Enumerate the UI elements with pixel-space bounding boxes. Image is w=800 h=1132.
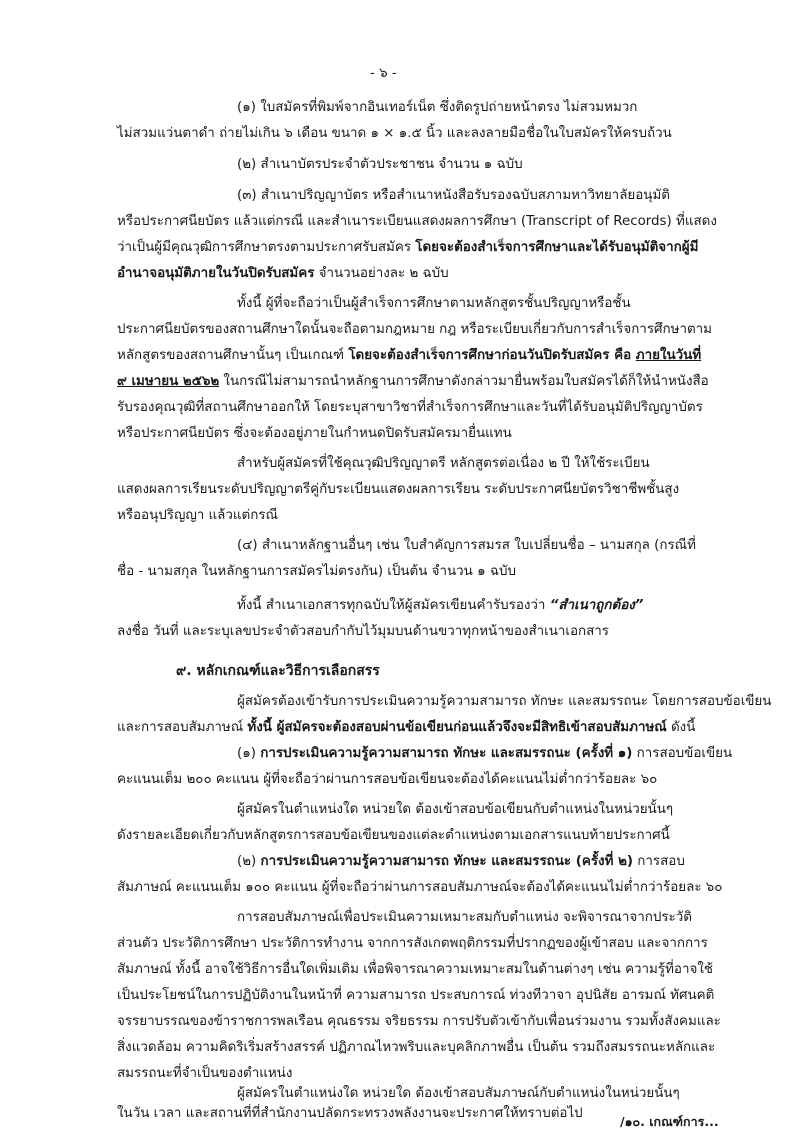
item-4-line-2: ชื่อ - นามสกุล ในหลักฐานการสมัครไม่ตรงกัน) เป็นต้น จำนวน ๑ ฉบับ: [117, 564, 516, 579]
eval-2-number: (๒): [237, 854, 261, 869]
note-1-text: หลักสูตรของสถานศึกษานั้นๆ เป็นเกณฑ์: [117, 348, 349, 363]
interview-unit-line-1: ผู้สมัครในตำแหน่งใด หน่วยใด ต้องเข้าสอบสัมภาษณ์กับตำแหน่งในหน่วยนั้นๆ: [237, 1086, 680, 1101]
note-1-deadline-date: ๙ เมษายน ๒๕๖๒: [117, 374, 220, 389]
certify-line-1: [237, 596, 643, 615]
note-1-line-1: ทั้งนี้ ผู้ที่จะถือว่าเป็นผู้สำเร็จการศึกษาตามหลักสูตรชั้นปริญญาหรือชั้น: [237, 296, 631, 311]
certify-text: ทั้งนี้ สำเนาเอกสารทุกฉบับให้ผู้สมัครเขียนคำรับรองว่า: [237, 598, 550, 613]
item-3-line-3: [117, 238, 698, 257]
interview-line-3: สัมภาษณ์ ทั้งนี้ อาจใช้วิธีการอื่นใดเพิ่มเติม เพื่อพิจารณาความเหมาะสมในด้านต่างๆ เช่น ความรู้ที่อาจใช้: [117, 962, 713, 977]
page-number: - ๖ -: [370, 66, 397, 81]
item-2-line-1: (๒) สำเนาบัตรประจำตัวประชาชน จำนวน ๑ ฉบับ: [237, 157, 523, 172]
eval-1-line-4: ดังรายละเอียดเกี่ยวกับหลักสูตรการสอบข้อเขียนของแต่ละตำแหน่งตามเอกสารแนบท้ายประกาศนี้: [117, 828, 670, 843]
item-3-line-2: หรือประกาศนียบัตร แล้วแต่กรณี และสำเนาระเบียนแสดงผลการศึกษา (Transcript of Records) ที่แสดง: [117, 214, 717, 229]
interview-line-4: เป็นประโยชน์ในการปฏิบัติงานในหน้าที่ ความสามารถ ประสบการณ์ ท่วงทีวาจา อุปนิสัย อารมณ์ ทัศนคติ: [117, 988, 715, 1003]
eval-2-text: การสอบ: [633, 854, 685, 869]
interview-line-5: จรรยาบรรณของข้าราชการพลเรือน คุณธรรม จริยธรรม การปรับตัวเข้ากับเพื่อนร่วมงาน รวมทั้งสังคมและ: [117, 1014, 721, 1029]
item-3-bold-text: โดยจะต้องสำเร็จการศึกษาและได้รับอนุมัติจากผู้มี: [415, 240, 699, 255]
s9-intro-line-1: ผู้สมัครต้องเข้ารับการประเมินความรู้ความสามารถ ทักษะ และสมรรถนะ โดยการสอบข้อเขียน: [237, 694, 772, 709]
eval-1-title: การประเมินความรู้ความสามารถ ทักษะ และสมรรถนะ (ครั้งที่ ๑): [260, 746, 633, 761]
s9-intro-text: และการสอบสัมภาษณ์: [117, 720, 248, 735]
s9-intro-text-2: ดังนี้: [666, 720, 696, 735]
note-1-text-2: ในกรณีไม่สามารถนำหลักฐานการศึกษาดังกล่าวมายื่นพร้อมใบสมัครได้ก็ให้นำหนังสือ: [219, 374, 709, 389]
item-3-text: ว่าเป็นผู้มีคุณวุฒิการศึกษาตรงตามประกาศรับสมัคร: [117, 240, 416, 255]
note-1-bold-text: โดยจะต้องสำเร็จการศึกษาก่อนวันปิดรับสมัคร คือ: [348, 348, 636, 363]
item-3-text-2: จำนวนอย่างละ ๒ ฉบับ: [314, 266, 449, 281]
interview-line-1: การสอบสัมภาษณ์เพื่อประเมินความเหมาะสมกับตำแหน่ง จะพิจารณาจากประวัติ: [237, 910, 692, 925]
note-1-line-2: ประกาศนียบัตรของสถานศึกษาใดนั้นจะถือตามกฎหมาย กฎ หรือระเบียบเกี่ยวกับการสำเร็จการศึกษาตาม: [117, 322, 713, 337]
item-3-bold-text-2: อำนาจอนุมัติภายในวันปิดรับสมัคร: [117, 266, 315, 281]
eval-1-text: การสอบข้อเขียน: [632, 746, 733, 761]
note-2-line-2: แสดงผลการเรียนระดับปริญญาตรีคู่กับระเบียนแสดงผลการเรียน ระดับประกาศนียบัตรวิชาชีพชั้นสูง: [117, 482, 680, 497]
eval-1-line-1: [237, 744, 732, 763]
eval-2-title: การประเมินความรู้ความสามารถ ทักษะ และสมรรถนะ (ครั้งที่ ๒): [260, 854, 634, 869]
note-2-line-3: หรืออนุปริญญา แล้วแต่กรณี: [117, 508, 278, 523]
eval-2-line-2: สัมภาษณ์ คะแนนเต็ม ๑๐๐ คะแนน ผู้ที่จะถือว่าผ่านการสอบสัมภาษณ์จะต้องได้คะแนนไม่ต่ำกว่าร้อยละ ๖๐: [117, 880, 723, 895]
note-1-line-5: รับรองคุณวุฒิที่สถานศึกษาออกให้ โดยระบุสาขาวิชาที่สำเร็จการศึกษาและวันที่ได้รับอนุมัติปริญญาบัตร: [117, 400, 703, 415]
item-3-line-1: (๓) สำเนาปริญญาบัตร หรือสำเนาหนังสือรับรองฉบับสภามหาวิทยาลัยอนุมัติ: [237, 188, 670, 203]
note-1-line-3: [117, 346, 701, 365]
s9-intro-bold-text: ทั้งนี้ ผู้สมัครจะต้องสอบผ่านข้อเขียนก่อนแล้วจึงจะมีสิทธิเข้าสอบสัมภาษณ์: [247, 720, 667, 735]
section-9-heading: ๙. หลักเกณฑ์และวิธีการเลือกสรร: [176, 663, 380, 679]
note-1-line-6: หรือประกาศนียบัตร ซึ่งจะต้องอยู่ภายในกำหนดปิดรับสมัครมายื่นแทน: [117, 426, 512, 441]
eval-2-line-1: [237, 852, 685, 871]
interview-line-2: ส่วนตัว ประวัติการศึกษา ประวัติการทำงาน จากการสังเกตพฤติกรรมที่ปรากฏของผู้เข้าสอบ และจากการ: [117, 936, 708, 951]
continuation-text: /๑๐. เกณฑ์การ...: [620, 1114, 719, 1129]
item-3-line-4: [117, 264, 449, 283]
interview-unit-line-2: ในวัน เวลา และสถานที่ที่สำนักงานปลัดกระทรวงพลังงานจะประกาศให้ทราบต่อไป: [117, 1106, 583, 1121]
note-2-line-1: สำหรับผู้สมัครที่ใช้คุณวุฒิปริญญาตรี หลักสูตรต่อเนื่อง ๒ ปี ให้ใช้ระเบียน: [237, 456, 650, 471]
item-1-line-1: (๑) ใบสมัครที่พิมพ์จากอินเทอร์เน็ต ซึ่งติดรูปถ่ายหน้าตรง ไม่สวมหมวก: [237, 100, 638, 115]
eval-1-line-2: คะแนนเต็ม ๒๐๐ คะแนน ผู้ที่จะถือว่าผ่านการสอบข้อเขียนจะต้องได้คะแนนไม่ต่ำกว่าร้อยละ ๖๐: [117, 772, 658, 787]
eval-1-number: (๑): [237, 746, 261, 761]
eval-1-line-3: ผู้สมัครในตำแหน่งใด หน่วยใด ต้องเข้าสอบข้อเขียนกับตำแหน่งในหน่วยนั้นๆ: [237, 802, 674, 817]
certify-line-2: ลงชื่อ วันที่ และระบุเลขประจำตัวสอบกำกับไว้มุมบนด้านขวาทุกหน้าของสำเนาเอกสาร: [117, 624, 609, 639]
item-4-line-1: (๔) สำเนาหลักฐานอื่นๆ เช่น ใบสำคัญการสมรส ใบเปลี่ยนชื่อ – นามสกุล (กรณีที่: [237, 538, 696, 553]
interview-line-6: สิ่งแวดล้อม ความคิดริเริ่มสร้างสรรค์ ปฏิภาณไหวพริบและบุคลิกภาพอื่น เป็นต้น รวมถึงสมรรถนะหลักและ: [117, 1040, 716, 1055]
s9-intro-line-2: [117, 718, 695, 737]
item-1-line-2: ไม่สวมแว่นตาดำ ถ่ายไม่เกิน ๖ เดือน ขนาด ๑ × ๑.๕ นิ้ว และลงลายมือชื่อในใบสมัครให้ครบถ้วน: [117, 126, 672, 141]
note-1-deadline-prefix: ภายในวันที่: [635, 348, 702, 363]
certify-phrase: “สำเนาถูกต้อง”: [549, 598, 644, 613]
note-1-line-4: [117, 372, 709, 391]
interview-line-7: สมรรถนะที่จำเป็นของตำแหน่ง: [117, 1066, 293, 1081]
